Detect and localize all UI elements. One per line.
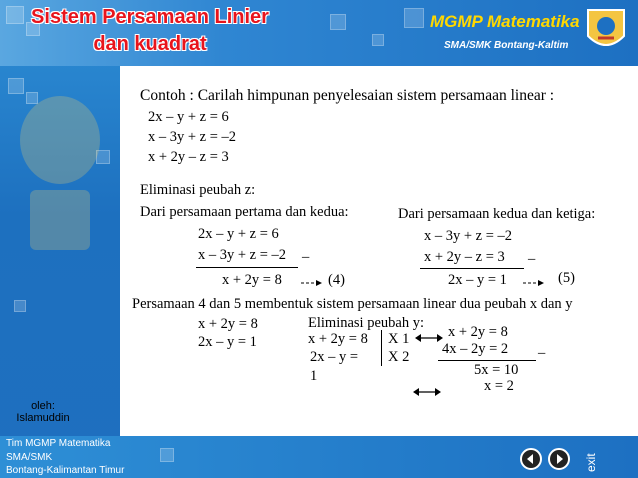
result-sum: 5x = 10 <box>474 362 519 378</box>
arrow-left-icon <box>522 450 540 468</box>
left-eq-a: 2x – y + z = 6 <box>198 226 279 242</box>
right-sum-line <box>420 268 524 269</box>
footer-line3: Bontang-Kalimantan Timur <box>6 465 125 476</box>
arrow-right-icon <box>550 450 568 468</box>
factor-divider <box>381 330 382 366</box>
right-minus-sign: – <box>528 251 536 267</box>
slide-content <box>120 66 638 436</box>
left-tag: (4) <box>328 272 345 288</box>
left-eq-b: x – 3y + z = –2 <box>198 247 287 263</box>
decor-square <box>404 8 424 28</box>
footer-line2: SMA/SMK <box>6 452 53 463</box>
intro-text: Contoh : Carilah himpunan penyelesaian sistem persamaan linear : <box>140 87 555 104</box>
decor-square <box>330 14 346 30</box>
right-eq-b: x + 2y – z = 3 <box>424 249 505 265</box>
brand-subtitle: SMA/SMK Bontang-Kaltim <box>444 40 569 51</box>
result-sum-line <box>438 360 536 361</box>
slide-title-line2: dan kuadrat <box>93 33 207 55</box>
multiply-factor-a: X 1 <box>388 331 410 347</box>
slide-title-line1: Sistem Persamaan Linier <box>31 6 269 28</box>
right-heading: Dari persamaan kedua dan ketiga: <box>398 206 596 222</box>
right-result: 2x – y = 1 <box>448 272 507 288</box>
dashed-arrow-icon <box>300 279 324 287</box>
footer-line1: Tim MGMP Matematika <box>6 438 111 449</box>
emblem-logo-icon <box>584 6 628 56</box>
decor-square <box>160 448 174 462</box>
exit-button[interactable] <box>580 440 604 474</box>
author-label: oleh: <box>31 400 55 412</box>
left-result: x + 2y = 8 <box>222 272 282 288</box>
emblem-watermark-icon <box>8 90 112 260</box>
double-arrow-icon <box>414 332 444 344</box>
system-eq-a: x + 2y = 8 <box>198 316 258 332</box>
multiply-eq-b: 2x – y = <box>310 349 359 365</box>
right-eq-a: x – 3y + z = –2 <box>424 228 513 244</box>
system-note: Persamaan 4 dan 5 membentuk sistem persamaan linear dua peubah x dan y <box>132 296 573 312</box>
result-minus-sign: – <box>538 345 546 361</box>
brand-title: MGMP Matematika <box>430 12 580 31</box>
eliminate-y-heading: Eliminasi peubah y: <box>308 315 424 331</box>
decor-square <box>372 34 384 46</box>
result-x: x = 2 <box>484 378 514 394</box>
sidebar-panel <box>0 0 120 478</box>
right-tag: (5) <box>558 270 575 286</box>
multiply-eq-b-cont: 1 <box>310 368 318 384</box>
result-eq-a: x + 2y = 8 <box>448 324 508 340</box>
system-eq-b: 2x – y = 1 <box>198 334 257 350</box>
multiply-factor-b: X 2 <box>388 349 410 365</box>
left-sum-line <box>196 267 298 268</box>
header-bar <box>0 0 638 66</box>
left-heading: Dari persamaan pertama dan kedua: <box>140 204 349 220</box>
left-minus-sign: – <box>302 249 310 265</box>
multiply-eq-a: x + 2y = 8 <box>308 331 368 347</box>
equation-2: x – 3y + z = –2 <box>148 129 237 145</box>
result-eq-b: 4x – 2y = 2 <box>442 341 509 357</box>
previous-slide-button[interactable] <box>520 448 542 470</box>
footer-bar <box>0 436 638 478</box>
eliminate-z-heading: Eliminasi peubah z: <box>140 182 256 198</box>
decor-square <box>14 300 26 312</box>
dashed-arrow-icon <box>522 279 546 287</box>
exit-label: exit <box>584 453 598 472</box>
author-name: Islamuddin <box>16 412 70 424</box>
next-slide-button[interactable] <box>548 448 570 470</box>
double-arrow-icon <box>412 386 442 398</box>
equation-3: x + 2y – z = 3 <box>148 149 229 165</box>
equation-1: 2x – y + z = 6 <box>148 109 229 125</box>
